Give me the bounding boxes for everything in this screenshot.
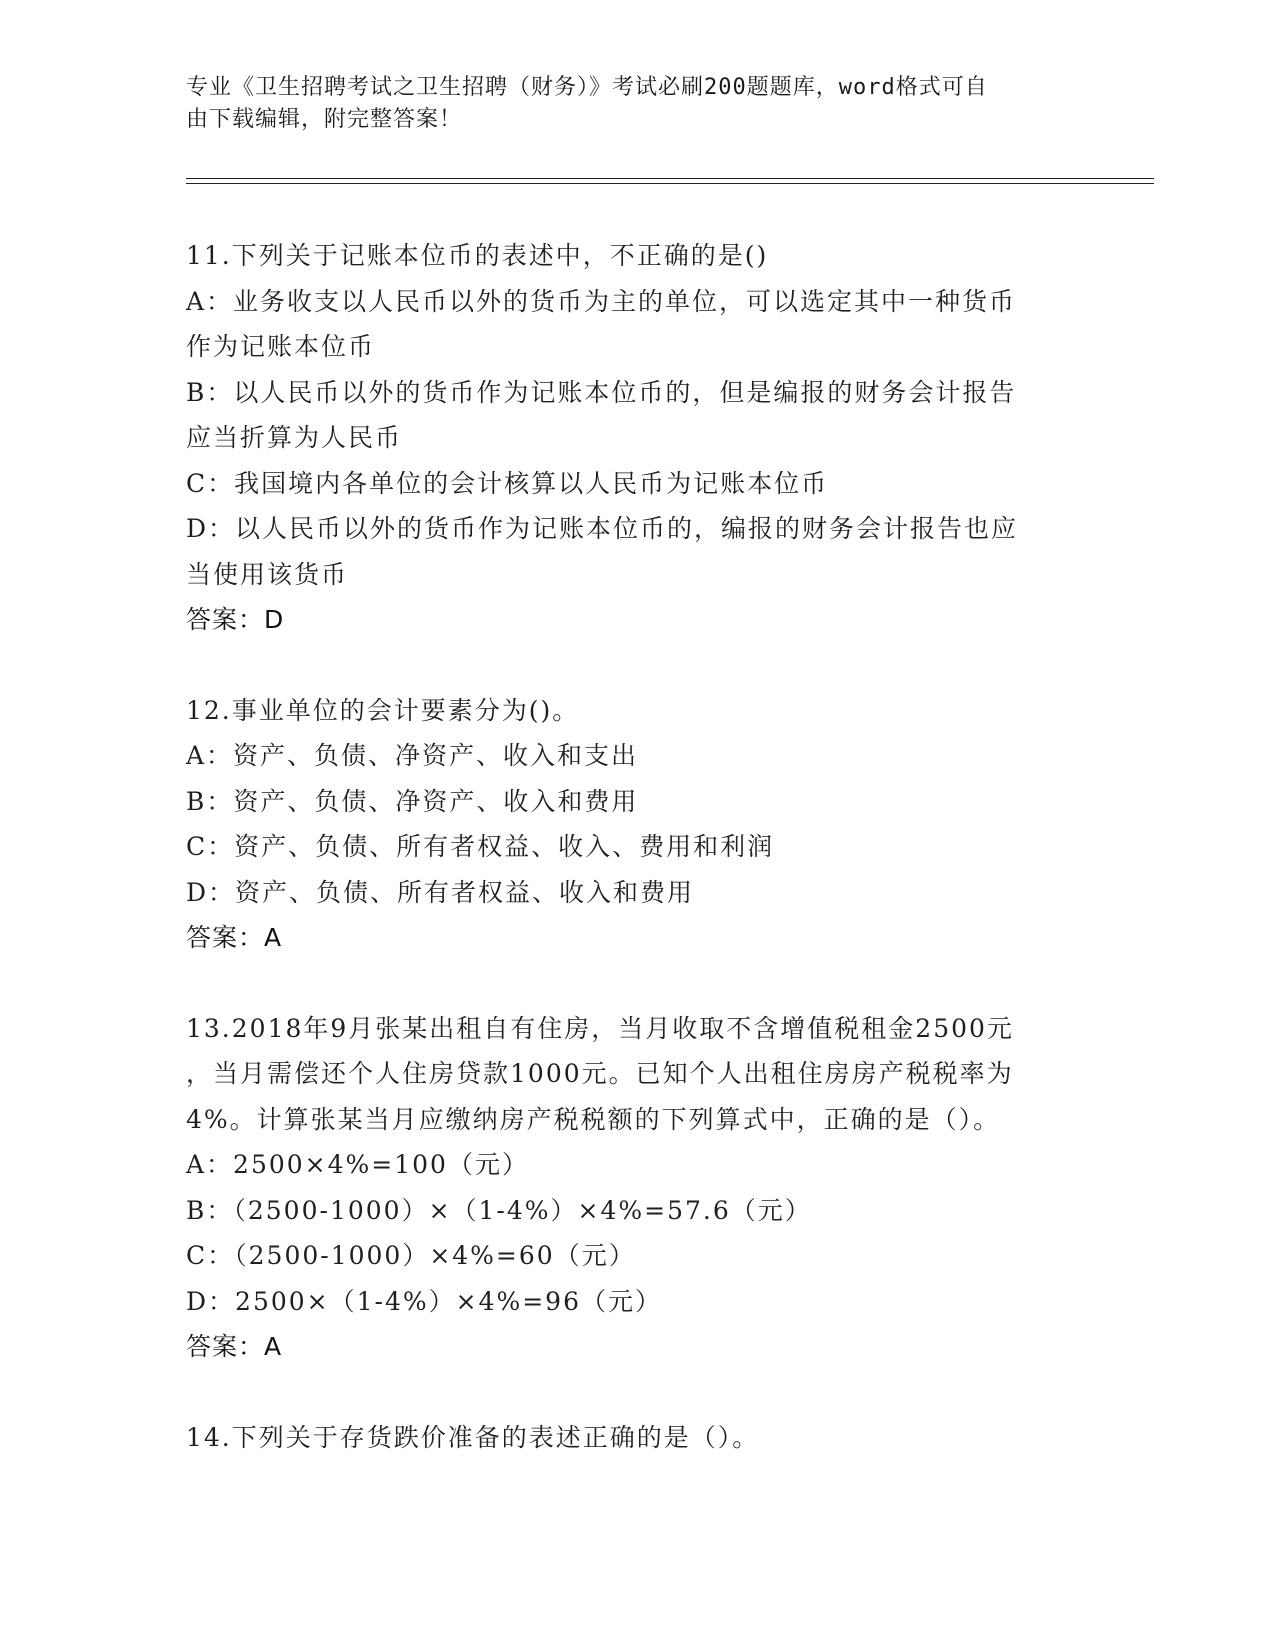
- option-d: D：资产、负债、所有者权益、收入和费用: [186, 877, 695, 907]
- question-stem-line-1: 13.2018年9月张某出租自有住房，当月收取不含增值税租金2500元: [186, 1013, 1014, 1043]
- option-a: A：业务收支以人民币以外的货币为主的单位，可以选定其中一种货币: [186, 286, 1017, 316]
- question-12: [186, 688, 1086, 961]
- option-a: A：2500×4%=100（元）: [186, 1150, 529, 1179]
- question-stem: 12.事业单位的会计要素分为()。: [186, 695, 580, 725]
- option-c: C：我国境内各单位的会计核算以人民币为记账本位币: [186, 468, 829, 498]
- answer: 答案：A: [186, 1332, 283, 1361]
- header-rule-top: [186, 178, 1154, 179]
- answer: 答案：A: [186, 923, 283, 952]
- question-stem: 14.下列关于存货跌价准备的表述正确的是（）。: [186, 1422, 760, 1452]
- header-line-1: 专业《卫生招聘考试之卫生招聘（财务）》考试必刷200题题库，word格式可自: [186, 75, 988, 100]
- option-d: D：2500×（1-4%）×4%=96（元）: [186, 1286, 662, 1316]
- document-header: [186, 72, 1066, 136]
- question-stem-line-3: 4%。计算张某当月应缴纳房产税税额的下列算式中，正确的是（）。: [186, 1104, 1001, 1134]
- question-stem: 11.下列关于记账本位币的表述中，不正确的是(): [186, 241, 769, 270]
- option-c: C：（2500-1000）×4%=60（元）: [186, 1241, 636, 1270]
- header-rule-bottom: [186, 183, 1154, 184]
- option-a-continued: 作为记账本位币: [186, 332, 376, 361]
- option-b: B：（2500-1000）×（1-4%）×4%=57.6（元）: [186, 1195, 812, 1225]
- option-d: D：以人民币以外的货币作为记账本位币的，编报的财务会计报告也应: [186, 514, 1019, 543]
- answer: 答案：D: [186, 605, 285, 634]
- option-b: B：资产、负债、净资产、收入和费用: [186, 786, 639, 816]
- question-stem-line-2: ，当月需偿还个人住房贷款1000元。已知个人出租住房房产税税率为: [186, 1059, 1014, 1088]
- question-11: [186, 233, 1086, 643]
- question-list: [186, 233, 1086, 1460]
- header-line-2: 由下载编辑，附完整答案！: [186, 107, 463, 132]
- question-13: [186, 1006, 1086, 1370]
- option-b-continued: 应当折算为人民币: [186, 423, 403, 452]
- question-14: [186, 1415, 1086, 1461]
- option-b: B：以人民币以外的货币作为记账本位币的，但是编报的财务会计报告: [186, 377, 1017, 407]
- option-c: C：资产、负债、所有者权益、收入、费用和利润: [186, 832, 775, 861]
- option-a: A：资产、负债、净资产、收入和支出: [186, 741, 639, 770]
- option-d-continued: 当使用该货币: [186, 559, 349, 589]
